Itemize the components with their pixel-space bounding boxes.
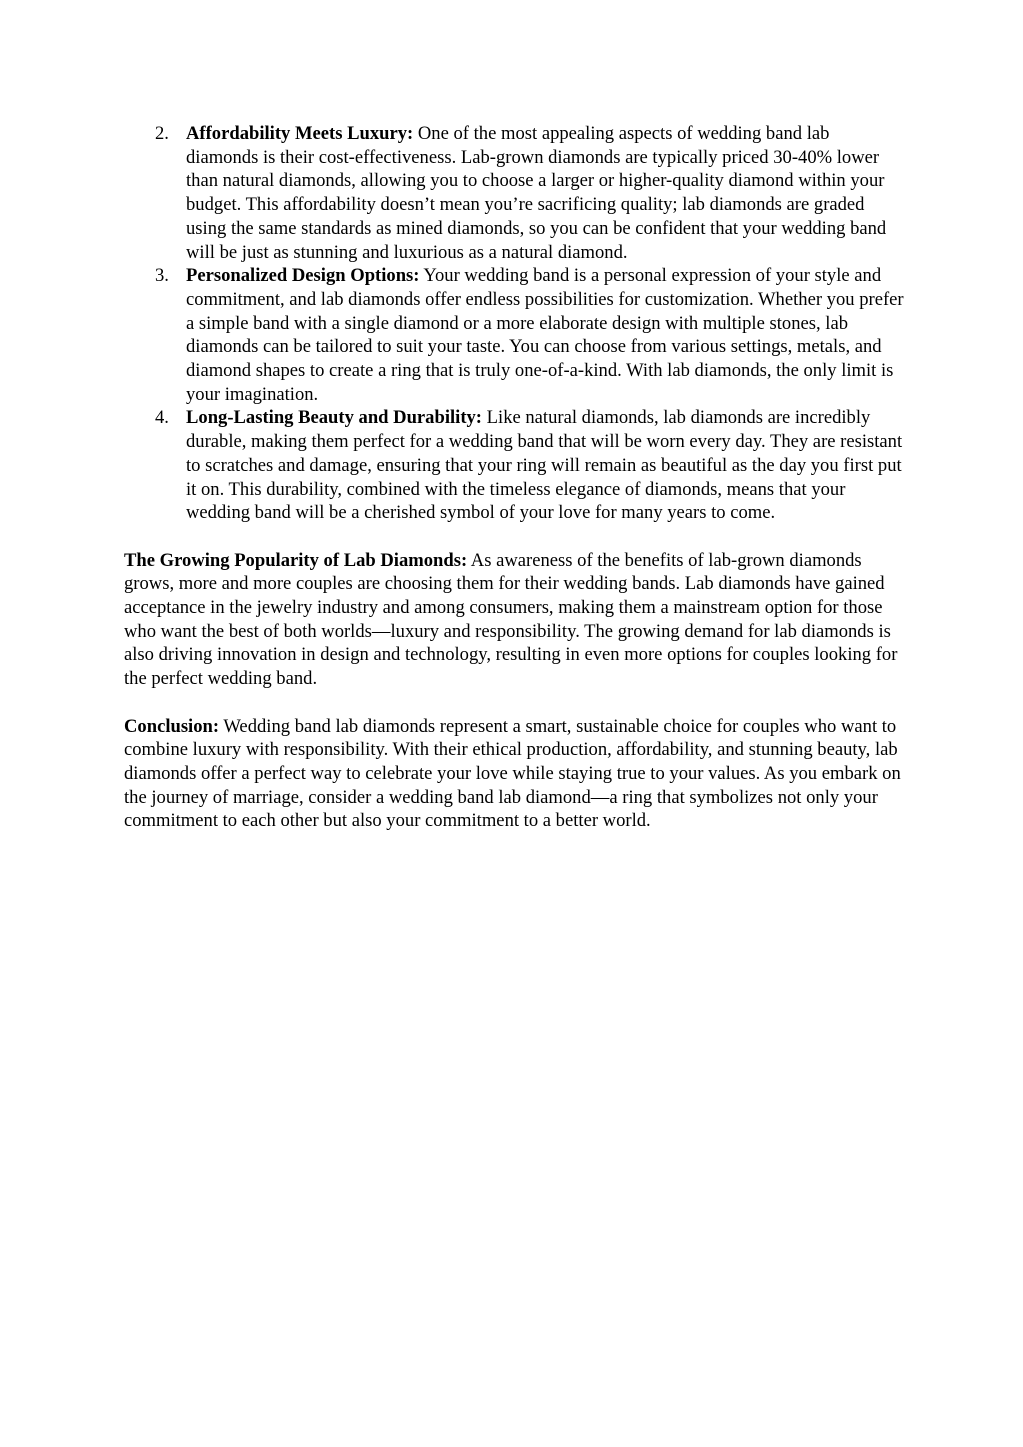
popularity-title: The Growing Popularity of Lab Diamonds: bbox=[124, 549, 468, 571]
conclusion-paragraph bbox=[124, 715, 904, 834]
list-item-number: 3. bbox=[155, 265, 169, 287]
list-item-text: Like natural diamonds, lab diamonds are incredibly durable, making them perfect for a wedding band that will be worn every day. They are resistant to scratches and damage, ensuring that your ring will remain as beautiful as the day you first put it on. This durability, combined with the timeless elegance of diamonds, means that your wedding band will be a cherished symbol of your love for many years to come. bbox=[186, 407, 903, 524]
list-item bbox=[124, 406, 904, 525]
list-item-text: Your wedding band is a personal expression of your style and commitment, and lab diamonds offer endless possibilities for customization. Whether you prefer a simple band with a single diamond or a more elaborate design with multiple stones, lab diamonds can be tailored to suit your taste. You can choose from various settings, metals, and diamond shapes to create a ring that is truly one-of-a-kind. With lab diamonds, the only limit is your imagination. bbox=[186, 265, 904, 405]
popularity-paragraph bbox=[124, 549, 904, 691]
conclusion-title: Conclusion: bbox=[124, 715, 220, 737]
benefits-list bbox=[124, 122, 904, 525]
popularity-text: As awareness of the benefits of lab-grown diamonds grows, more and more couples are choosing them for their wedding bands. Lab diamonds have gained acceptance in the jewelry industry and among consumers, making them a mainstream option for those who want the best of both worlds—luxury and responsibility. The growing demand for lab diamonds is also driving innovation in design and technology, resulting in even more options for couples looking for the perfect wedding band. bbox=[124, 549, 898, 690]
list-item-title: Long-Lasting Beauty and Durability: bbox=[186, 407, 483, 429]
list-item-text: One of the most appealing aspects of wedding band lab diamonds is their cost-effectiveness. Lab-grown diamonds are typically priced 30-40% lower than natural diamonds, allowing you to choose a larger or higher-quality diamond within your budget. This affordability doesn’t mean you’re sacrificing quality; lab diamonds are graded using the same standards as mined diamonds, so you can be confident that your wedding band will be just as stunning and luxurious as a natural diamond. bbox=[186, 123, 887, 263]
list-item-title: Affordability Meets Luxury: bbox=[186, 123, 414, 144]
list-item-number: 4. bbox=[155, 407, 169, 429]
list-item bbox=[124, 122, 904, 264]
list-item-title: Personalized Design Options: bbox=[186, 265, 420, 287]
list-item-number: 2. bbox=[155, 123, 169, 144]
conclusion-text: Wedding band lab diamonds represent a smart, sustainable choice for couples who want to combine luxury with responsibility. With their ethical production, affordability, and stunning beauty, lab diamonds offer a perfect way to celebrate your love while staying true to your values. As you embark on the journey of marriage, consider a wedding band lab diamond—a ring that symbolizes not only your commitment to each other but also your commitment to a better world. bbox=[124, 715, 901, 832]
list-item bbox=[124, 264, 904, 406]
document-body bbox=[124, 122, 904, 833]
